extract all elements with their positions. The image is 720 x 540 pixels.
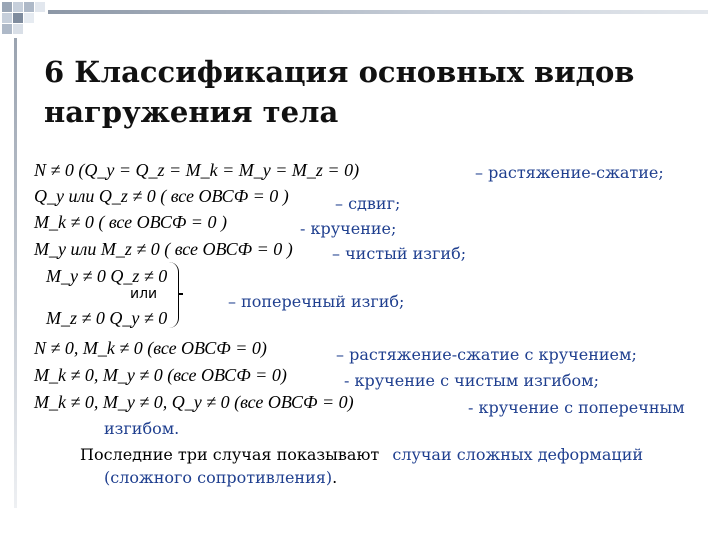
- curly-brace-tip: [178, 293, 183, 295]
- desc-transverse-bending: – поперечный изгиб;: [228, 292, 405, 311]
- slide-title: [44, 52, 684, 132]
- desc-torsion-transverse-bending-cont: изгибом.: [104, 419, 180, 438]
- footer-line-1: [80, 445, 643, 464]
- corner-square: [24, 13, 34, 23]
- formula-pure-bending: M_y или M_z ≠ 0 ( все ОВСФ = 0 ): [34, 239, 293, 259]
- footer-highlight: случаи сложных деформаций: [392, 445, 644, 464]
- corner-square: [35, 2, 45, 12]
- desc-torsion-pure-bending: - кручение с чистым изгибом;: [344, 371, 599, 390]
- footer-period: .: [332, 468, 338, 487]
- desc-tension-torsion: – растяжение-сжатие с кручением;: [336, 345, 637, 364]
- desc-pure-bending: – чистый изгиб;: [332, 244, 467, 263]
- desc-torsion-transverse-bending: - кручение с поперечным: [468, 398, 685, 417]
- corner-square: [13, 24, 23, 34]
- desc-tension: – растяжение-сжатие;: [475, 163, 664, 182]
- formula-shear: Q_y или Q_z ≠ 0 ( все ОВСФ = 0 ): [34, 186, 289, 206]
- formula-transverse-bottom: M_z ≠ 0 Q_y ≠ 0: [46, 308, 168, 328]
- top-decor-bar: [48, 10, 708, 14]
- corner-square: [24, 2, 34, 12]
- formula-transverse-or: или: [130, 286, 158, 302]
- corner-square: [2, 2, 12, 12]
- formula-transverse-top: M_y ≠ 0 Q_z ≠ 0: [46, 266, 168, 286]
- slide-title-line-2: нагружения тела: [44, 95, 339, 129]
- corner-square: [2, 24, 12, 34]
- footer-lead: Последние три случая показывают: [80, 445, 380, 464]
- corner-square: [13, 2, 23, 12]
- corner-square: [13, 13, 23, 23]
- corner-square: [2, 13, 12, 23]
- curly-brace: [168, 262, 179, 328]
- desc-shear: – сдвиг;: [335, 194, 401, 213]
- footer-line-2: [104, 468, 337, 487]
- left-decor-bar: [14, 38, 17, 508]
- slide-title-line-1: 6 Классификация основных видов: [44, 55, 635, 89]
- footer-line-2-text: (сложного сопротивления): [104, 468, 333, 487]
- formula-tension: N ≠ 0 (Q_y = Q_z = M_k = M_y = M_z = 0): [34, 160, 360, 180]
- desc-torsion: - кручение;: [300, 219, 397, 238]
- formula-tension-torsion: N ≠ 0, M_k ≠ 0 (все ОВСФ = 0): [34, 338, 267, 358]
- formula-torsion-transverse-bending: M_k ≠ 0, M_y ≠ 0, Q_y ≠ 0 (все ОВСФ = 0): [34, 392, 354, 412]
- formula-torsion-pure-bending: M_k ≠ 0, M_y ≠ 0 (все ОВСФ = 0): [34, 365, 287, 385]
- formula-torsion: M_k ≠ 0 ( все ОВСФ = 0 ): [34, 212, 227, 232]
